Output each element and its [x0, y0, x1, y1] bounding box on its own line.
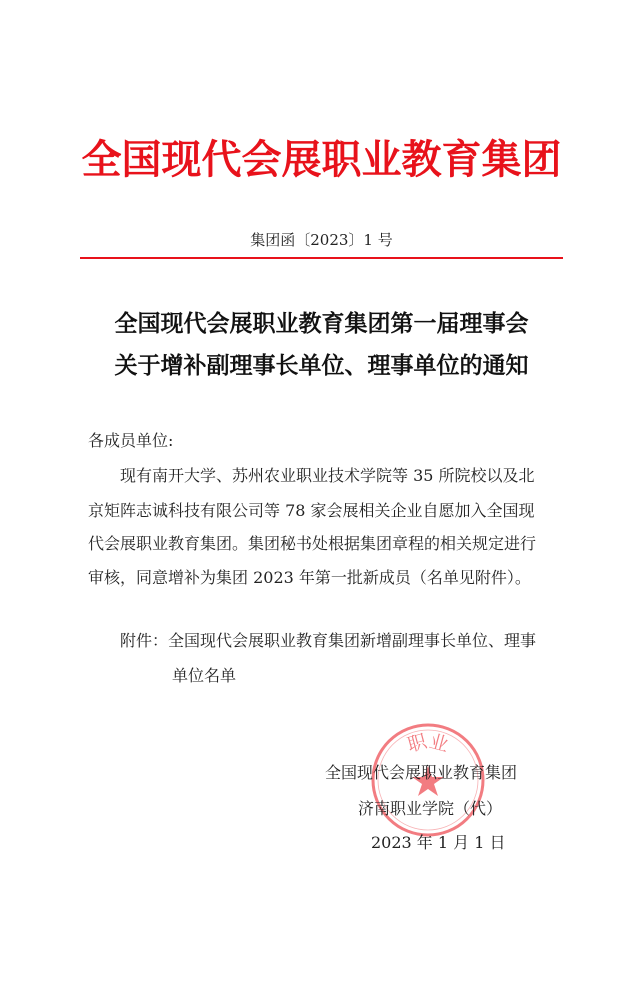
seal-text: 职业: [405, 730, 451, 757]
document-number: 集团函〔2023〕1 号: [250, 231, 393, 249]
salutation: 各成员单位:: [88, 431, 174, 450]
red-divider: [80, 257, 563, 259]
signature-agent: 济南职业学院（代）: [358, 799, 503, 818]
body-line-2: 京矩阵志诚科技有限公司等 78 家会展相关企业自愿加入全国现: [88, 501, 535, 520]
body-line-4: 审核，同意增补为集团 2023 年第一批新成员（名单见附件）。: [88, 568, 531, 587]
body-line-3: 代会展职业教育集团。集团秘书处根据集团章程的相关规定进行: [88, 534, 537, 553]
body-line-1: 现有南开大学、苏州农业职业技术学院等 35 所院校以及北: [120, 466, 535, 485]
signature-org: 全国现代会展职业教育集团: [325, 763, 518, 782]
org-header: 全国现代会展职业教育集团: [81, 137, 562, 183]
attachment-line-2: 单位名单: [172, 666, 237, 685]
signature-date: 2023 年 1 月 1 日: [371, 833, 506, 852]
document-title-line-1: 全国现代会展职业教育集团第一届理事会: [114, 310, 529, 337]
attachment-line-1: 附件：全国现代会展职业教育集团新增副理事长单位、理事: [120, 631, 537, 650]
document-title-line-2: 关于增补副理事长单位、理事单位的通知: [114, 352, 529, 379]
